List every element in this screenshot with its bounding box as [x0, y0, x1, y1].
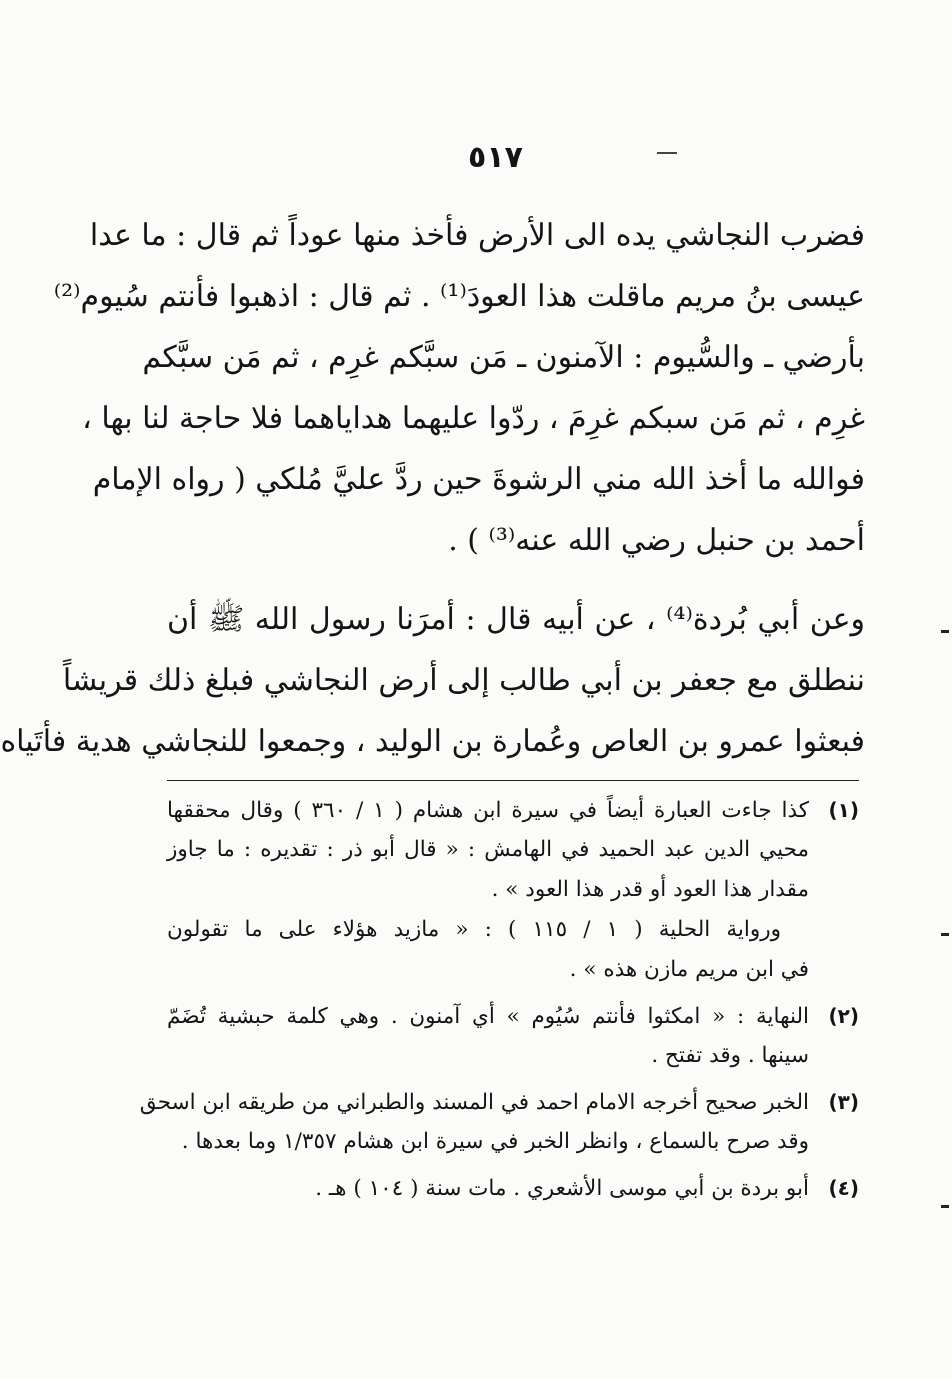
margin-mark: [941, 630, 949, 633]
footnote-line: كذا جاءت العبارة أيضاً في سيرة ابن هشام ( ١ / ٣٦٠ ) وقال محققها: [167, 798, 809, 823]
text-line: فوالله ما أخذ الله مني الرشوةَ حين ردَّ عليَّ مُلكي ( رواه الإمام: [92, 462, 865, 497]
footnote-line: أبو بردة بن أبي موسى الأشعري . مات سنة ( ١٠٤ ) هـ .: [315, 1176, 809, 1201]
text-line: غرِم ، ثم مَن سبكم غرِمَ ، ردّوا عليهما هداياهما فلا حاجة لنا بها ،: [82, 401, 865, 436]
text-line: أحمد بن حنبل رضي الله عنه⁽³⁾ ) .: [448, 523, 865, 558]
text-line: وعن أبي بُردة⁽⁴⁾ ، عن أبيه قال : أمرَنا رسول الله ﷺ أن: [167, 602, 865, 637]
footnote-line: ورواية الحلية ( ١ / ١١٥ ) : « مازيد هؤلاء على ما تقولون: [167, 917, 781, 942]
text-line: فضرب النجاشي يده الى الأرض فأخذ منها عوداً ثم قال : ما عدا: [89, 218, 865, 253]
text-line: عيسى بنُ مريم ماقلت هذا العودَ⁽¹⁾ . ثم قال : اذهبوا فأنتم سُيوم⁽²⁾: [53, 279, 865, 314]
footnote-3: [139, 1082, 859, 1162]
footnote-2: [167, 996, 859, 1076]
paragraph-2: [0, 589, 865, 772]
text-line: بأرضي ـ والسُّيوم : الآمنون ـ مَن سبَّكم غرِم ، ثم مَن سبَّكم: [142, 340, 865, 375]
margin-mark: [941, 933, 949, 936]
footnote-line: سينها . وقد تفتح .: [651, 1043, 809, 1068]
page-number: ٥١٧: [468, 140, 523, 175]
footnote-line: الخبر صحيح أخرجه الامام احمد في المسند والطبراني من طريقه ابن اسحق: [139, 1090, 809, 1115]
footnote-line: النهاية : « امكثوا فأنتم سُيُوم » أي آمنون . وهي كلمة حبشية تُضَمّ: [167, 1004, 809, 1029]
footnote-number: (٣): [828, 1090, 859, 1114]
margin-mark: [941, 1205, 949, 1208]
footnote-4: [167, 1168, 859, 1208]
text-line: فبعثوا عمرو بن العاص وعُمارة بن الوليد ، وجمعوا للنجاشي هدية فأتَياه: [0, 724, 865, 759]
text-line: ننطلق مع جعفر بن أبي طالب إلى أرض النجاشي فبلغ ذلك قريشاً: [62, 663, 865, 698]
footnote-divider: [167, 780, 859, 781]
footnote-line: محيي الدين عبد الحميد في الهامش : « قال أبو ذر : تقديره : ما جاوز: [167, 837, 809, 862]
footnote-line: مقدار هذا العود أو قدر هذا العود » .: [491, 877, 809, 902]
footnote-number: (١): [828, 798, 859, 822]
paragraph-1: [53, 205, 865, 571]
footnote-number: (٢): [828, 1004, 859, 1028]
footnote-number: (٤): [828, 1176, 859, 1200]
footnote-1: [167, 790, 859, 990]
main-text: [0, 205, 865, 772]
footnotes: [139, 790, 859, 1214]
footnote-line: في ابن مريم مازن هذه » .: [569, 957, 809, 982]
footnote-line: وقد صرح بالسماع ، وانظر الخبر في سيرة ابن هشام ١/٣٥٧ وما بعدها .: [181, 1129, 809, 1154]
